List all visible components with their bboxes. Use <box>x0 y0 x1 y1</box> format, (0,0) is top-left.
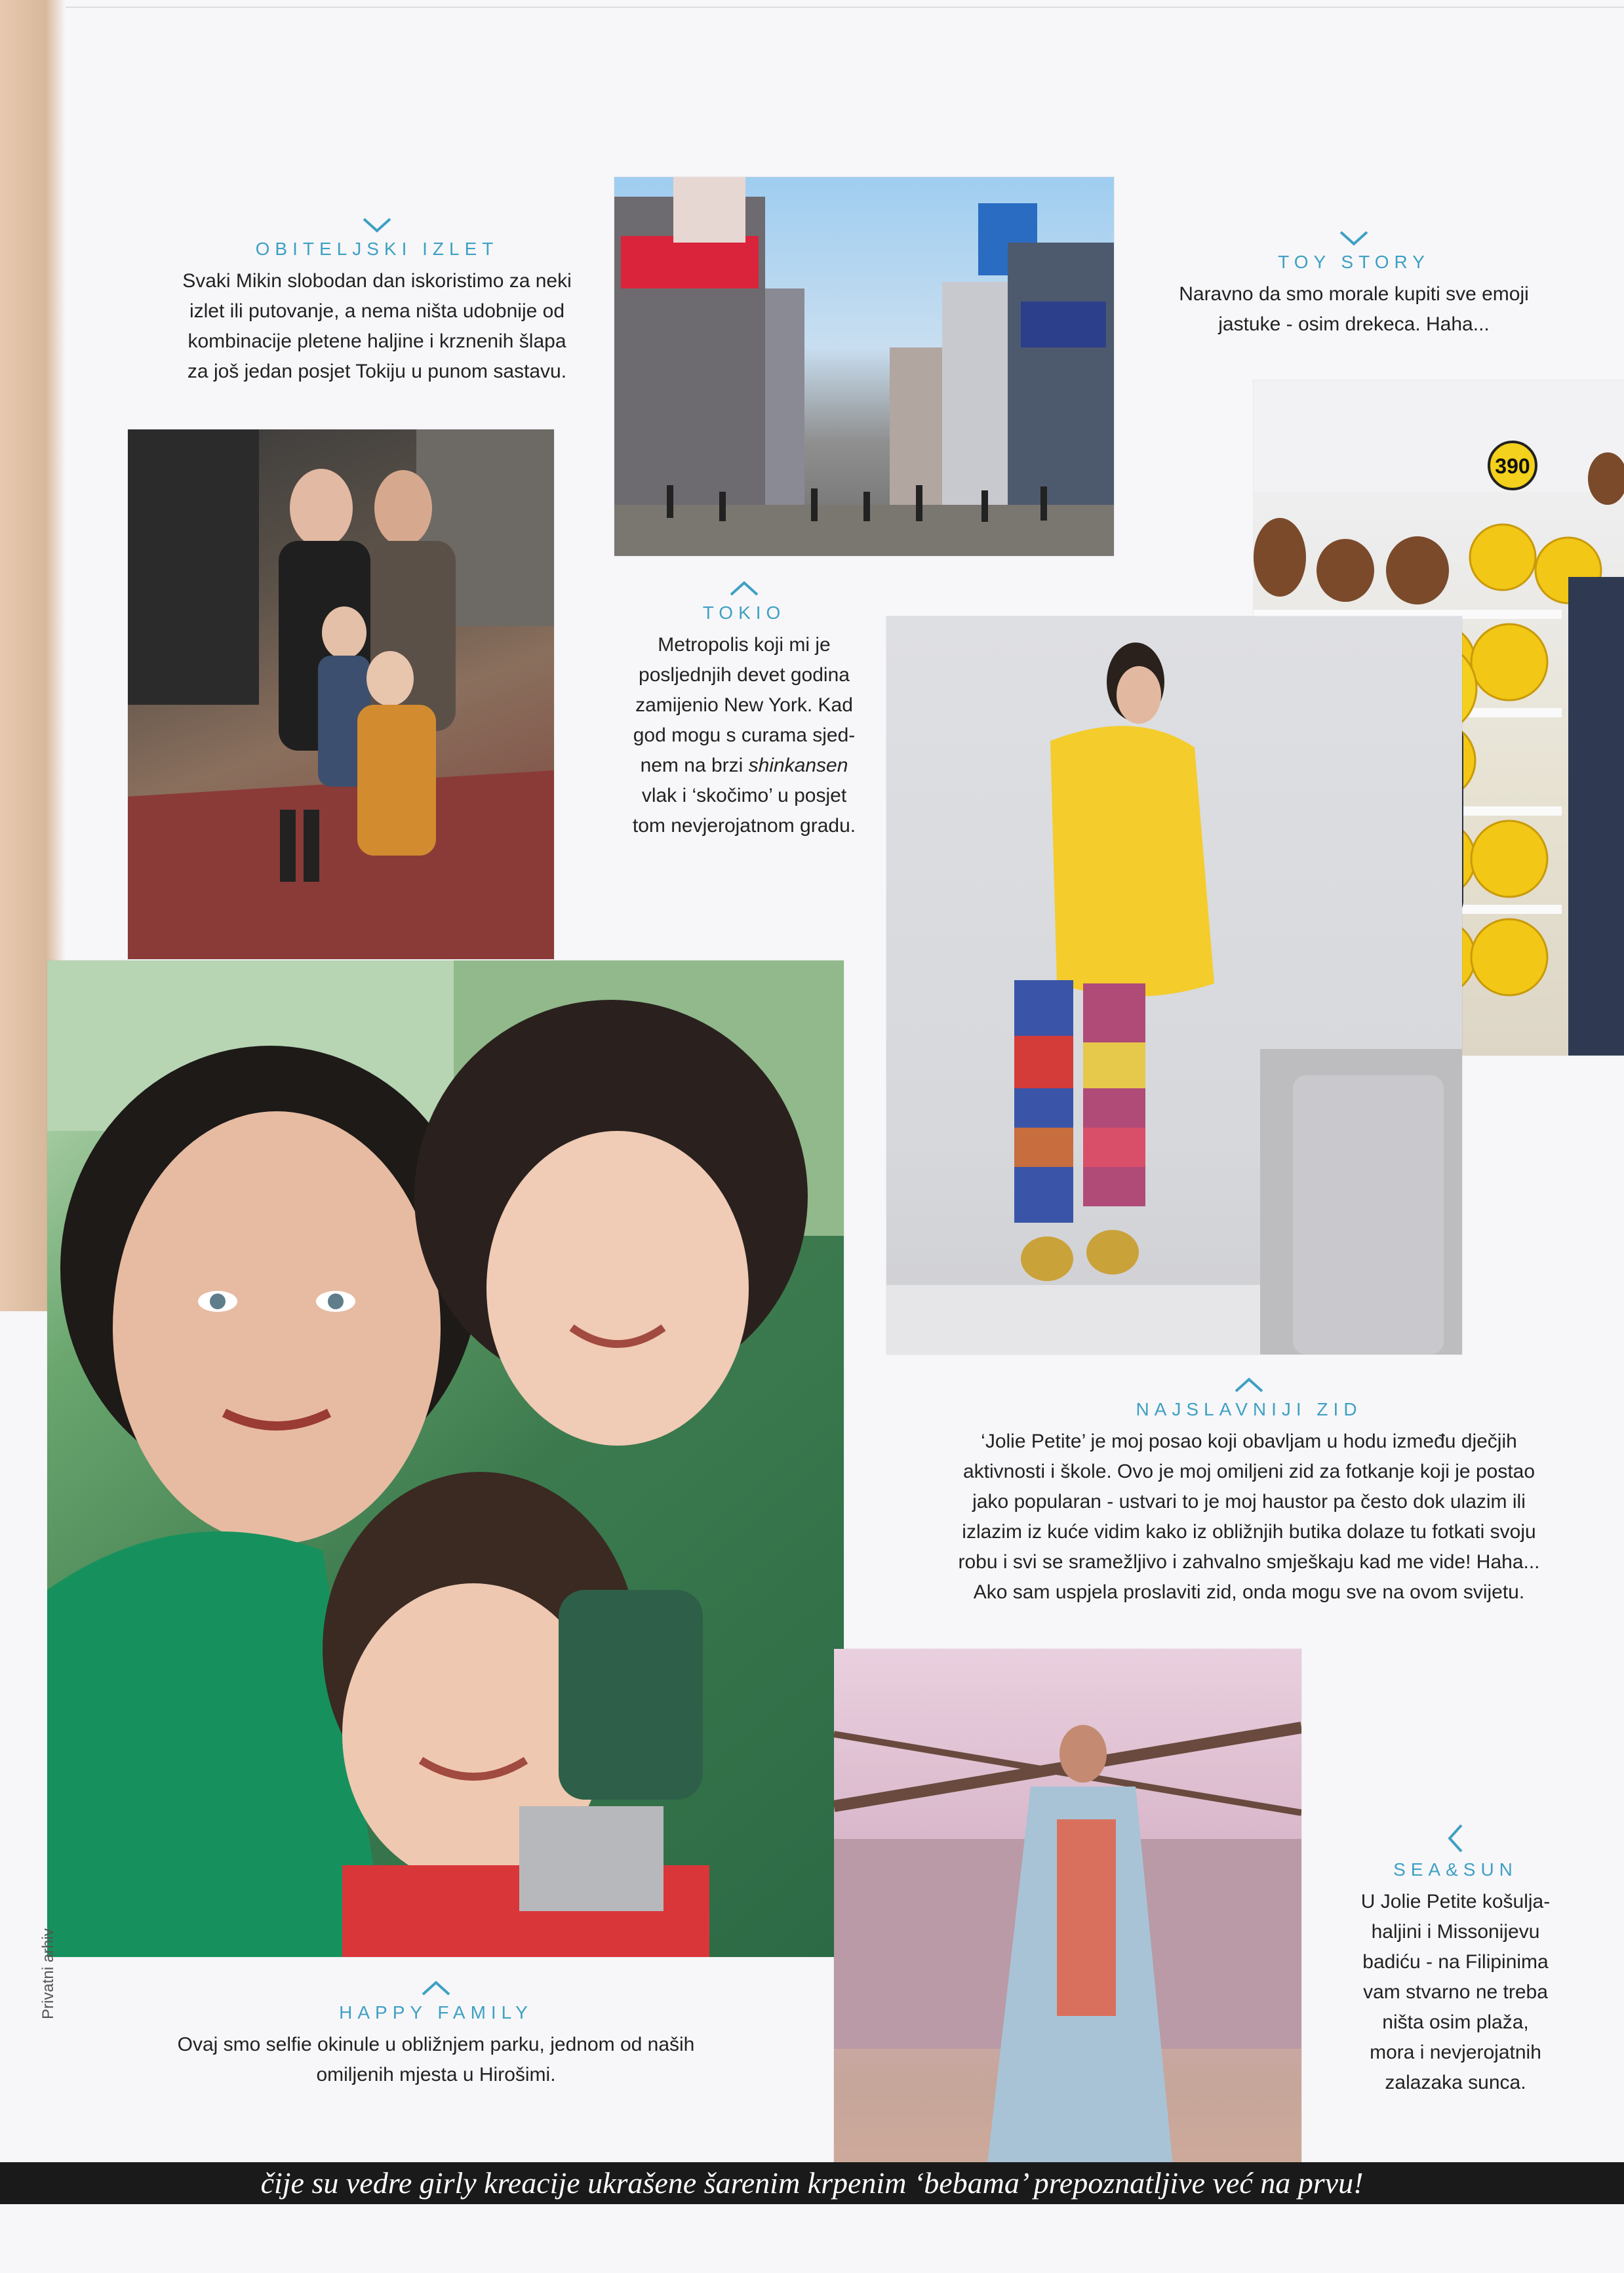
footer-area <box>0 2204 1624 2273</box>
caption-line: ništa osim plaža, <box>1382 2011 1529 2033</box>
caption-italic-word: shinkansen <box>748 755 848 776</box>
caption-toy-story <box>1115 229 1593 340</box>
caption-line: omiljenih mjesta u Hirošimi. <box>316 2064 556 2085</box>
caption-line: badiću - na Filipinima <box>1362 1951 1549 1973</box>
chevron-down-icon <box>1338 229 1370 247</box>
caption-title: TOKIO <box>702 603 786 623</box>
caption-body <box>105 2030 767 2090</box>
caption-line: mora i nevjerojatnih <box>1370 2042 1541 2063</box>
caption-body <box>1321 1887 1590 2098</box>
tokyo-buildings <box>614 177 1114 556</box>
photo-happy-family-selfie <box>47 960 844 1957</box>
caption-line: jastuke - osim drekeca. Haha... <box>1218 313 1490 335</box>
family-street-figures <box>128 429 554 959</box>
caption-line: tom nevjerojatnom gradu. <box>632 815 856 837</box>
price-sign-390: 390 <box>1495 454 1530 478</box>
caption-family-trip <box>157 216 597 387</box>
caption-text: nem na brzi <box>640 755 743 776</box>
caption-line: god mogu s curama sjed- <box>633 724 856 746</box>
caption-title: SEA&SUN <box>1393 1859 1518 1880</box>
chevron-up-icon <box>420 1980 452 1997</box>
selfie-figures <box>47 960 844 1957</box>
caption-line: Naravno da smo morale kupiti sve emoji <box>1179 283 1529 305</box>
caption-line: aktivnosti i škole. Ovo je moj omiljeni zid za fotkanje koji je postao <box>962 1461 1535 1482</box>
photo-famous-wall <box>886 616 1462 1354</box>
caption-line: zamijenio New York. Kad <box>635 694 853 716</box>
caption-body <box>898 1427 1600 1608</box>
caption-sea-sun <box>1321 1823 1590 2098</box>
chevron-up-icon <box>728 580 760 597</box>
pull-quote-banner: čije su vedre girly kreacije ukrašene šarenim krpenim ‘bebama’ prepoznatljive već na prvu! <box>0 2162 1624 2204</box>
caption-line: haljini i Missonijevu <box>1371 1921 1540 1943</box>
caption-line: za još jedan posjet Tokiju u punom sastavu. <box>187 361 567 382</box>
caption-body <box>157 266 597 387</box>
chevron-left-icon <box>1446 1823 1465 1854</box>
caption-line: Metropolis koji mi je <box>658 634 831 656</box>
caption-title: HAPPY FAMILY <box>339 2002 533 2023</box>
caption-line: izlet ili putovanje, a nema ništa udobnije od <box>189 300 565 322</box>
caption-title: TOY STORY <box>1278 252 1430 272</box>
caption-line: Ako sam uspjela proslaviti zid, onda mogu sve na ovom svijetu. <box>973 1581 1525 1603</box>
caption-line: vlak i ‘skočimo’ u posjet <box>641 785 847 806</box>
caption-line: ‘Jolie Petite’ je moj posao koji obavljam u hodu između dječjih <box>981 1431 1517 1452</box>
caption-line <box>613 751 875 781</box>
woman-yellow-dress <box>886 616 1462 1354</box>
caption-line: jako popularan - ustvari to je moj haustor pa često dok ulazim ili <box>972 1491 1526 1512</box>
top-rule <box>0 7 1624 8</box>
caption-line: robu i svi se sramežljivo i zahvalno smješkaju kad me vide! Haha... <box>958 1551 1540 1573</box>
caption-line: vam stvarno ne treba <box>1363 1981 1548 2003</box>
chevron-down-icon <box>361 216 393 233</box>
caption-title: OBITELJSKI IZLET <box>255 239 499 259</box>
chevron-up-icon <box>1233 1377 1265 1394</box>
photo-tokyo-street <box>614 177 1114 556</box>
photo-credit: Privatni arhiv <box>39 1928 57 2019</box>
caption-line: Ovaj smo selfie okinule u obližnjem parku, jednom od naših <box>177 2034 695 2055</box>
caption-line: zalazaka sunca. <box>1385 2072 1526 2093</box>
caption-famous-wall <box>898 1377 1600 1608</box>
caption-title: NAJSLAVNIJI ZID <box>1136 1399 1362 1419</box>
caption-line: kombinacije pletene haljine i krznenih šlapa <box>188 330 566 352</box>
caption-line: posljednjih devet godina <box>639 664 850 686</box>
caption-line: izlazim iz kuće vidim kako iz obližnjih butika dolaze tu fotkati svoju <box>962 1521 1536 1543</box>
caption-tokio <box>613 580 875 841</box>
caption-body <box>613 630 875 841</box>
caption-happy-family <box>105 1980 767 2090</box>
photo-family-street <box>128 429 554 959</box>
caption-body <box>1115 279 1593 340</box>
caption-line: U Jolie Petite košulja- <box>1360 1891 1551 1912</box>
caption-line: Svaki Mikin slobodan dan iskoristimo za neki <box>182 270 572 292</box>
